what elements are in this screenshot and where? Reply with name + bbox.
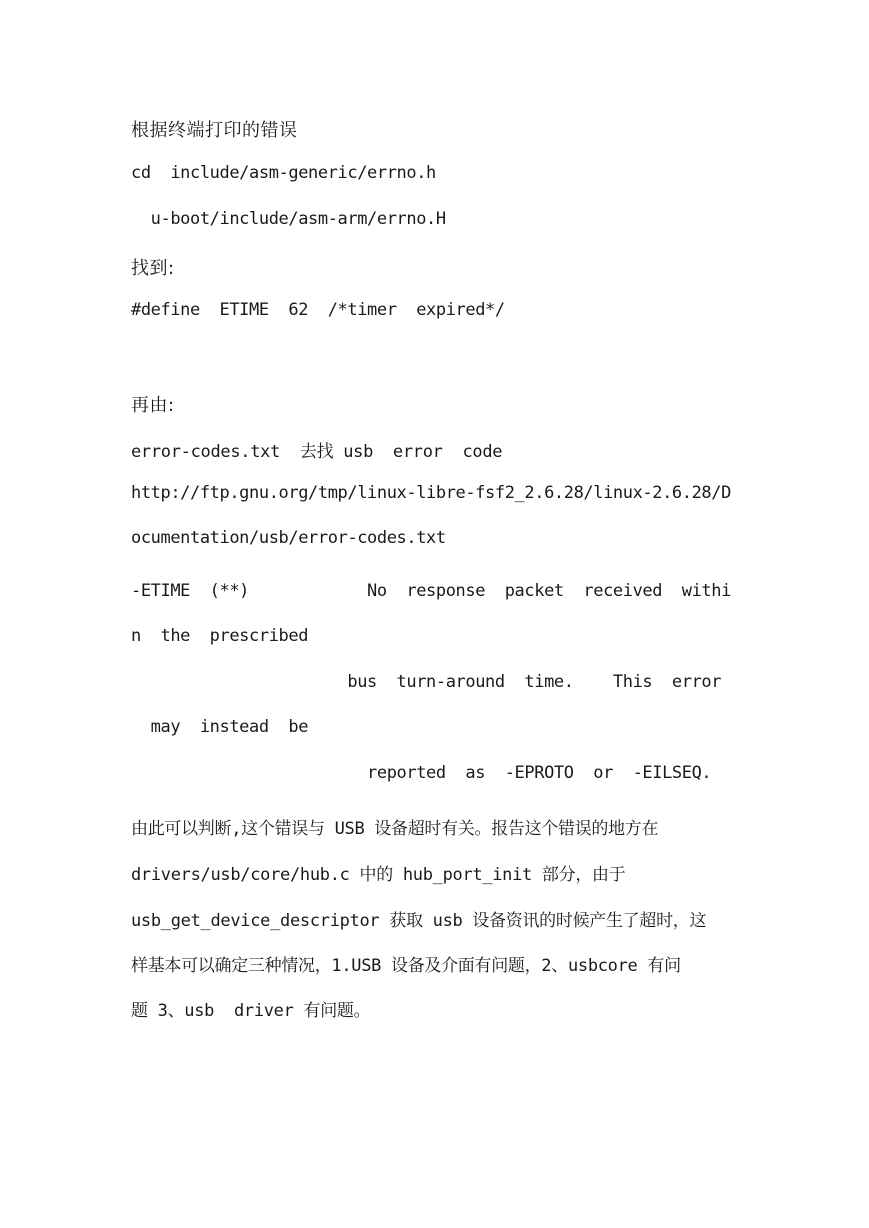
conclusion-line-4: 样基本可以确定三种情况，1.USB 设备及介面有问题，2、usbcore 有问 bbox=[131, 956, 681, 976]
url-line-1: http://ftp.gnu.org/tmp/linux-libre-fsf2_2.6.28/linux-2.6.28/D bbox=[131, 483, 731, 503]
etime-desc-line-5: reported as -EPROTO or -EILSEQ. bbox=[131, 763, 712, 783]
cd-command-line: cd include/asm-generic/errno.h bbox=[131, 163, 436, 183]
etime-desc-line-3: bus turn-around time. This error bbox=[131, 672, 722, 692]
etime-desc-line-2: n the prescribed bbox=[131, 626, 309, 646]
conclusion-line-5: 题 3、usb driver 有问题。 bbox=[131, 1001, 371, 1021]
etime-desc-line-4: may instead be bbox=[131, 717, 309, 737]
uboot-path-line: u-boot/include/asm-arm/errno.H bbox=[131, 209, 446, 229]
then-label-line: 再由: bbox=[131, 395, 175, 416]
found-label-line: 找到: bbox=[131, 258, 175, 279]
error-codes-line: error-codes.txt 去找 usb error code bbox=[131, 442, 503, 462]
conclusion-line-1: 由此可以判断,这个错误与 USB 设备超时有关。报告这个错误的地方在 bbox=[131, 819, 659, 839]
url-line-2: ocumentation/usb/error-codes.txt bbox=[131, 528, 446, 548]
conclusion-line-3: usb_get_device_descriptor 获取 usb 设备资讯的时候产生了超时，这 bbox=[131, 911, 707, 931]
heading-error-line: 根据终端打印的错误 bbox=[131, 120, 298, 141]
define-etime-line: #define ETIME 62 /*timer expired*/ bbox=[131, 300, 505, 320]
conclusion-line-2: drivers/usb/core/hub.c 中的 hub_port_init 部分，由于 bbox=[131, 865, 626, 885]
etime-desc-line-1: -ETIME (**) No response packet received withi bbox=[131, 581, 731, 601]
